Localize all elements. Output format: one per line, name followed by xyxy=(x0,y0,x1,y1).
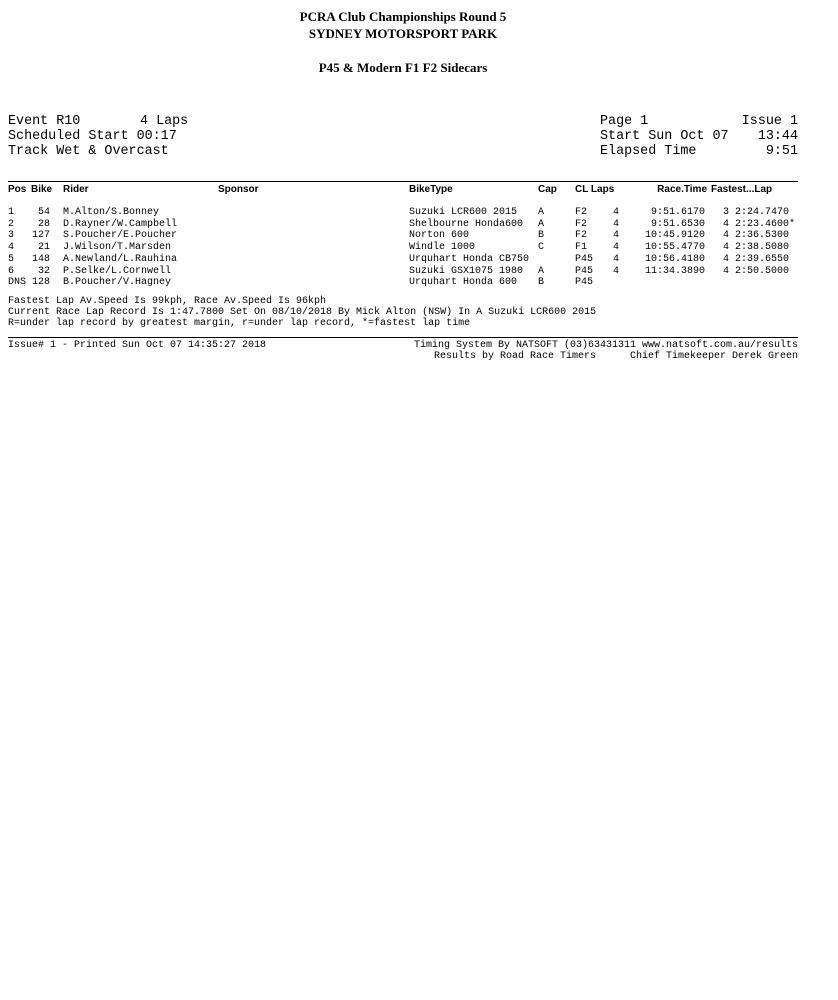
cap-cell: A xyxy=(538,218,545,230)
laps-cell: 4 xyxy=(613,218,620,230)
col-sponsor: Sponsor xyxy=(218,184,259,195)
header-rule xyxy=(8,181,798,182)
laps-cell: 4 xyxy=(613,207,620,218)
start-time: 13:44 xyxy=(757,129,798,144)
fastest-lap-cell: 4 2:38.5080 xyxy=(723,242,790,254)
bike-cell: 54 xyxy=(37,207,50,218)
lap-record-note: Current Race Lap Record Is 1:47.7800 Set On 08/10/2018 By Mick Alton (NSW) In A Suzuki LCR600 2015 xyxy=(8,307,597,318)
col-race-time: Race.Time xyxy=(657,184,707,195)
class-title: P45 & Modern F1 F2 Sidecars xyxy=(318,60,488,75)
race-time-cell: 10:45.9120 xyxy=(644,230,705,242)
track-conditions: Track Wet & Overcast xyxy=(8,144,169,159)
biketype-cell: Urquhart Honda CB750 xyxy=(409,253,530,265)
bike-cell: 127 xyxy=(31,230,50,242)
cap-cell: C xyxy=(538,242,545,254)
venue-title: SYDNEY MOTORSPORT PARK xyxy=(308,26,498,41)
event-laps: 4 Laps xyxy=(140,114,189,129)
rider-cell: B.Poucher/V.Hagney xyxy=(63,277,172,289)
fastest-lap-cell: 4 2:36.5300 xyxy=(723,230,790,242)
cap-cell: A xyxy=(538,207,545,218)
col-biketype: BikeType xyxy=(409,184,453,195)
biketype-cell: Windle 1000 xyxy=(409,242,476,254)
race-time-cell: 11:34.3890 xyxy=(644,265,705,277)
fastest-lap-cell: 4 2:39.6550 xyxy=(723,253,790,265)
col-bike: Bike xyxy=(31,184,53,195)
bike-cell: 28 xyxy=(37,218,50,230)
class-cell: F1 xyxy=(575,242,588,254)
biketype-cell: Suzuki LCR600 2015 xyxy=(409,207,518,218)
rider-cell: S.Poucher/E.Poucher xyxy=(63,230,178,242)
fastest-lap-cell: 4 2:23.4600* xyxy=(723,218,796,230)
rider-cell: A.Newland/L.Rauhina xyxy=(63,253,178,265)
col-pos: Pos xyxy=(8,184,27,195)
biketype-cell: Shelbourne Honda600 xyxy=(409,218,524,230)
rider-cell: M.Alton/S.Bonney xyxy=(63,207,160,218)
laps-cell: 4 xyxy=(613,265,620,277)
col-rider: Rider xyxy=(63,184,89,195)
bike-cell: 32 xyxy=(37,265,50,277)
laps-cell: 4 xyxy=(613,253,620,265)
pos-cell: 2 xyxy=(8,218,15,230)
laps-cell: 4 xyxy=(613,242,620,254)
page-number: Page 1 xyxy=(600,114,649,129)
col-cap: Cap xyxy=(538,184,557,195)
class-cell: F2 xyxy=(575,207,588,218)
pos-cell: 1 xyxy=(8,207,15,218)
class-cell: F2 xyxy=(575,230,588,242)
laps-cell: 4 xyxy=(613,230,620,242)
pos-cell: 5 xyxy=(8,253,15,265)
chief-timekeeper: Chief Timekeeper Derek Green xyxy=(629,351,798,362)
biketype-cell: Urquhart Honda 600 xyxy=(409,277,518,289)
pos-cell: 6 xyxy=(8,265,15,277)
elapsed-time: 9:51 xyxy=(765,144,798,159)
report-title: PCRA Club Championships Round 5 xyxy=(299,9,507,24)
biketype-cell: Suzuki GSX1075 1980 xyxy=(409,265,524,277)
legend-note: R=under lap record by greatest margin, r=under lap record, *=fastest lap time xyxy=(8,318,471,329)
fastest-lap-cell: 4 2:50.5000 xyxy=(723,265,790,277)
scheduled-start: Scheduled Start 00:17 xyxy=(8,129,177,144)
issue-number: Issue 1 xyxy=(741,114,798,129)
pos-cell: DNS xyxy=(8,277,27,289)
bike-cell: 128 xyxy=(31,277,50,289)
class-cell: P45 xyxy=(575,277,594,289)
speed-summary: Fastest Lap Av.Speed Is 99kph, Race Av.Speed Is 96kph xyxy=(8,296,327,307)
bike-cell: 148 xyxy=(31,253,50,265)
results-by: Results by Road Race Timers xyxy=(434,351,597,362)
cap-cell: A xyxy=(538,265,545,277)
bike-cell: 21 xyxy=(37,242,50,254)
race-time-cell: 9:51.6530 xyxy=(650,218,705,230)
class-cell: F2 xyxy=(575,218,588,230)
fastest-lap-cell: 3 2:24.7470 xyxy=(723,207,790,218)
rider-cell: D.Rayner/W.Campbell xyxy=(63,218,178,230)
race-time-cell: 9:51.6170 xyxy=(650,207,705,218)
event-number: Event R10 xyxy=(8,114,81,129)
class-cell: P45 xyxy=(575,253,594,265)
rider-cell: J.Wilson/T.Marsden xyxy=(63,242,172,254)
race-time-cell: 10:55.4770 xyxy=(644,242,705,254)
class-cell: P45 xyxy=(575,265,594,277)
cap-cell: B xyxy=(538,230,545,242)
start-date: Start Sun Oct 07 xyxy=(600,129,729,144)
rider-cell: P.Selke/L.Cornwell xyxy=(63,265,172,277)
cap-cell: B xyxy=(538,277,545,289)
elapsed-label: Elapsed Time xyxy=(600,144,697,159)
timing-system: Timing System By NATSOFT (03)63431311 www.natsoft.com.au/results xyxy=(413,340,798,351)
col-cl-laps: CL Laps xyxy=(575,184,615,195)
race-time-cell: 10:56.4180 xyxy=(644,253,705,265)
footer-rule xyxy=(8,337,798,338)
col-fastest-lap: Fastest...Lap xyxy=(711,184,773,195)
printed-timestamp: Issue# 1 - Printed Sun Oct 07 14:35:27 2018 xyxy=(8,340,267,351)
pos-cell: 4 xyxy=(8,242,15,254)
biketype-cell: Norton 600 xyxy=(409,230,470,242)
pos-cell: 3 xyxy=(8,230,15,242)
